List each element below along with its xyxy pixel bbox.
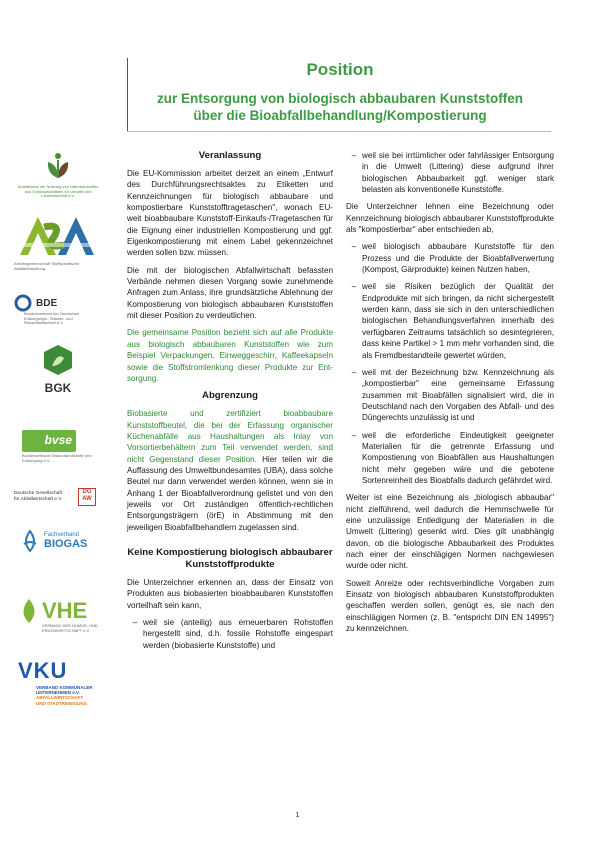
asa-caption: Arbeitsgemeinschaft Stoffspezifische Abfallbehandlung xyxy=(14,261,80,271)
vku-text: VKU xyxy=(18,658,68,683)
asa-mark-icon xyxy=(14,215,102,257)
bvse-caption: Bundesverband Sekundärrohstoffe und Entsorgung e.V. xyxy=(22,453,92,463)
bullet-text: weil die erforderliche Eindeutigkeit geeigneter Materialien für die getrennte Erfassung und Kompostierung von Bioabfällen aus Haushaltungen nicht mehr gegeben wäre und die gebotene Sortenreinheit des Bioabfalls dadurch gefährdet wird. xyxy=(362,430,554,485)
page-number: 1 xyxy=(295,810,300,819)
vhe-leaf-icon xyxy=(18,598,40,624)
biogas-line-2: BIOGAS xyxy=(44,538,88,550)
logo-biogas xyxy=(14,530,102,552)
heading-veranlassung: Veranlassung xyxy=(198,150,262,161)
bullet-dash: – xyxy=(351,430,357,440)
bde-text: BDE xyxy=(36,297,58,309)
right-column xyxy=(346,150,554,640)
bullet-dash: – xyxy=(351,282,357,292)
logo-vhe xyxy=(14,598,102,633)
bvse-text: bvse xyxy=(44,433,72,447)
logo-bde xyxy=(14,294,102,326)
bullet-text: weil sie Risiken bezüglich der Qualität der Endprodukte mit sich bringen, da nicht sichergestellt werden kann, dass sie sich in den unterschiedlichen biologischen Behandlungsverfahren innerhalb des verfügbaren Zeitraums tatsächlich so desintegrieren, dass keine Partikel > 1 mm mehr vorhanden sind, die als Fremdbestandteile gewertet würden, xyxy=(362,282,554,360)
bullet-item xyxy=(346,150,554,195)
logo-dgaw xyxy=(14,488,102,506)
bullet-item xyxy=(127,617,333,651)
vku-line-1: VERBAND KOMMUNALER xyxy=(36,685,93,690)
paragraph xyxy=(127,408,333,533)
bullet-text: weil sie (anteilig) aus erneuerbaren Rohstoffen hergestellt sind, d.h. fossile Rohstoffe eingespart werden (biobasierte Kunststoffe) und xyxy=(143,618,333,650)
heading-keine-kompostierung: Keine Kompostierung biologisch abbaubarer Kunststoffprodukte xyxy=(127,546,333,570)
vku-line-4: UND STADTREINIGUNG xyxy=(36,700,88,706)
bullet-text: weil biologisch abbaubare Kunststoffe für den Prozess und die Produkte der Bioabfallverwertung (Kompost, Gärprodukte) keinen Nutzen haben, xyxy=(362,242,554,275)
paragraph: Weiter ist eine Bezeichnung als „biologisch abbaubar" nicht zielführend, weil dadurch die Hemmschwelle für eine unzulässige Entledigung der Materialien in die Umwelt (Littering) gesenkt wird. Dies gilt unabhängig davon, ob die biologische Abbaubarkeit des Produktes nach einer der einschlägigen Normen nachgewiesen wurde oder nicht. xyxy=(346,493,554,571)
logo-vku xyxy=(14,658,102,706)
paragraph: Die mit der biologischen Abfallwirtschaft befassten Verbände nehmen diesen Vorgang sowie zunehmende Anfragen zum Anlass, ihre grundsätzliche Ablehnung der Kompostierung von biologisch abbaubaren Kunststoffen mit dieser Position zu verdeutlichen. xyxy=(127,265,333,321)
biogas-line-1: Fachverband xyxy=(44,532,80,538)
heading-abgrenzung: Abgrenzung xyxy=(202,390,258,402)
bullet-item xyxy=(346,281,554,360)
bullet-dash: – xyxy=(132,618,138,627)
logo-bgk xyxy=(14,344,102,395)
aoe-leaf-icon xyxy=(14,150,102,180)
page-subtitle xyxy=(128,90,552,124)
logo-asa xyxy=(14,215,102,271)
bullet-item xyxy=(346,367,554,424)
header-rule-horizontal xyxy=(127,131,551,132)
bullet-text: weil sie bei irrtümlicher oder fahrlässiger Entsorgung in die Umwelt (Littering) diese aufgrund ihrer biologischen Abbaubarkeit ggf. weniger stark belasten als konventionelle Kunststoffe. xyxy=(362,151,554,195)
logo-bvse xyxy=(14,430,102,463)
bde-ring-icon xyxy=(14,294,32,312)
vhe-text: VHE xyxy=(42,598,88,623)
paragraph: Die Unterzeichner lehnen eine Bezeichnung oder Kennzeichnung biologisch abbaubarer Kunststoffprodukte als "kompostierbar" aber entschieden ab, xyxy=(346,202,554,235)
paragraph: Die Unterzeichner erkennen an, dass der Einsatz von Produkten aus biobasierten bioabbaubaren Kunststoffen vorteilhaft sein kann, xyxy=(127,577,333,610)
dgaw-line-2: für Abfallwirtschaft e.V. xyxy=(14,497,63,502)
subtitle-line-2: über die Bioabfallbehandlung/Kompostierung xyxy=(193,108,487,123)
dgaw-line-1: Deutsche Gesellschaft xyxy=(14,491,62,496)
bgk-text: BGK xyxy=(44,381,72,395)
dgaw-box: DG AW xyxy=(78,488,96,506)
bullet-text: weil mit der Bezeichnung bzw. Kennzeichnung als „kompostierbar" eine gemeinsame Erfassung zusammen mit Bioabfällen signalisiert wird, die in Deutschland nach den Vorgaben des Abfall- und des Düngerechts unzulässig ist und xyxy=(362,367,554,423)
bde-caption: Bundesverband der Deutschen Entsorgungs-, Wasser- und Rohstoffwirtschaft e.V. xyxy=(24,311,80,326)
paragraph-text: Hier teilen wir die Auffassung des Umweltbundesamtes (UBA), dass solche Beutel nur dann verwendet werden können, wenn sie in Anhang 1 der Bioabfallverordnung gelistet und von den jeweils vor Ort zuständigen öffentlich-rechtlichen Entsorgungsträgern (örE) in Abstimmung mit den jeweiligen Bioabfallbehandlern zugelassen sind. xyxy=(127,454,334,532)
bgk-hexagon-icon xyxy=(14,344,102,376)
bullet-item xyxy=(346,430,554,487)
bvse-badge xyxy=(22,430,76,452)
paragraph: Die EU-Kommission arbeitet derzeit an einem „Entwurf des Durchführungsrechtsaktes zu Etiketten und Kennzeichnungen für biologisch abbaubare und kompostierbare Kunststofftragetaschen", wonach EU-weit bioabbaubare Kunststoff-Einkaufs-/Tragetaschen für die Eignung einer industriellen Kompostierung und ggf. Eigenkompostierung mit einem Label gekennzeichnet werden sollen bzw. müssen. xyxy=(127,169,333,258)
aoe-caption: Arbeitskreis der Nutzung von Naturbaustoffen aus Schlüsselabfällen für Umwelt und Landwirtschaft e.V. xyxy=(17,184,99,199)
bullet-dash: – xyxy=(351,151,357,160)
bullet-dash: – xyxy=(351,367,357,377)
paragraph: Soweit Anreize oder rechtsverbindliche Vorgaben zum Einsatz von biologisch abbaubaren Kunststoffprodukten geschaffen werden sollen, genügt es, sie nach den einschlägigen Normen (z. B. "entspricht DIN EN 14995") zu kennzeichnen. xyxy=(346,578,554,634)
paragraph-highlight: Biobasierte und zertifiziert bioabbaubare Kunststoffbeutel, die bei der Erfassung organischer Küchenabfälle aus Haushaltungen als Inlay von Vorsortierbehältern zum Teil verwendet werden, sind nicht Gegenstand dieser Position. xyxy=(127,409,333,464)
page-title: Position xyxy=(306,60,374,79)
vku-line-2: UNTERNEHMEN e.V. xyxy=(36,690,80,696)
dgaw-name xyxy=(14,491,78,503)
vku-line-3: ABFALLWIRTSCHAFT xyxy=(36,695,84,701)
paragraph-highlight: Die gemeinsame Position bezieht sich auf alle Produkte aus biologisch abbaubaren Kunststoffen wie zum Beispiel Verpackungen, Einweggeschirr, Kaffeekapseln sowie die Stoffstromlenkung dieser Produkte zur Entsorgung. xyxy=(127,328,333,383)
vhe-caption: VERBAND DER HUMUS- UND ERDENWIRTSCHAFT e.V. xyxy=(42,623,98,633)
left-column xyxy=(127,150,333,657)
logo-aoe xyxy=(14,150,102,199)
bullet-item xyxy=(346,241,554,275)
subtitle-line-1: zur Entsorgung von biologisch abbaubaren Kunststoffen xyxy=(156,91,523,106)
bullet-dash: – xyxy=(351,242,357,252)
biogas-drop-icon xyxy=(20,530,40,552)
